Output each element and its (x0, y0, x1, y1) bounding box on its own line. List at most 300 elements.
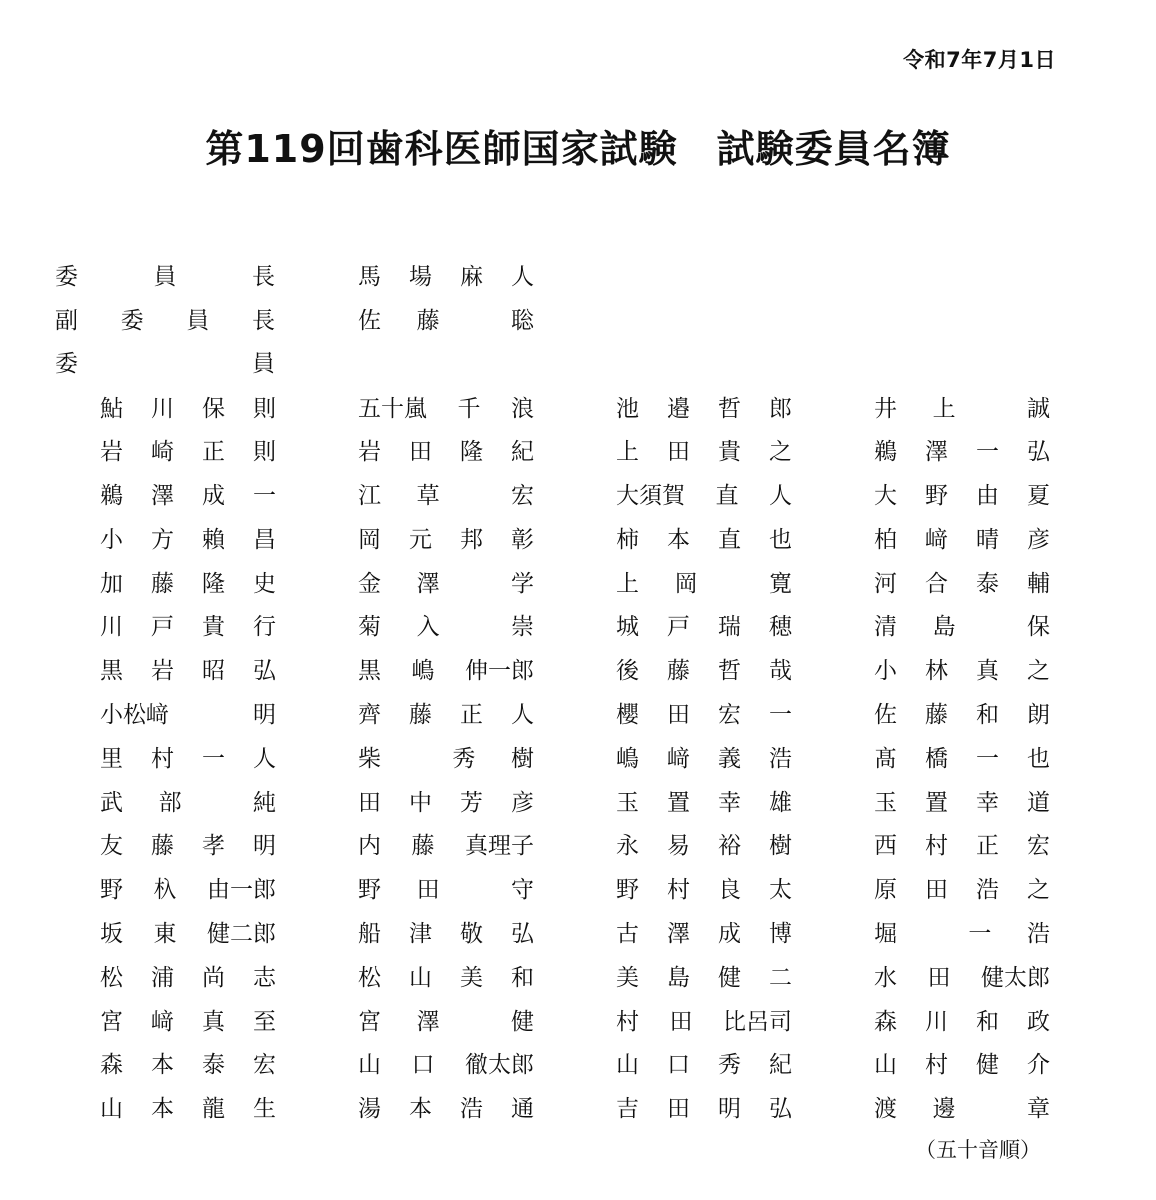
member-name (100, 826, 276, 862)
member-name-part: 之 (1027, 877, 1050, 904)
member-name-part: 和 (511, 964, 534, 991)
member-name (358, 607, 534, 643)
member-name-part: 伸一郎 (465, 658, 534, 685)
member-name-part: 介 (1027, 1052, 1050, 1079)
member-name-part: 本 (151, 1096, 174, 1123)
member-name-part: 山 (874, 1052, 897, 1079)
member-name-part: 輔 (1027, 570, 1050, 597)
member-name (358, 476, 534, 512)
member-name (874, 1089, 1050, 1125)
member-name-part: 真 (976, 658, 999, 685)
ordering-note: （五十音順） (915, 1138, 1041, 1162)
member-name (358, 738, 534, 774)
member-name-part: 小 (100, 526, 123, 553)
member-name (874, 870, 1050, 906)
member-name (100, 914, 276, 950)
member-name-part: 﨑 (925, 526, 948, 553)
member-name (358, 432, 534, 468)
member-name-part: 田 (927, 964, 951, 991)
member-name-part: 弘 (253, 658, 276, 685)
member-name-part: 宮 (358, 1008, 381, 1035)
member-name (100, 695, 276, 731)
member-name (358, 826, 534, 862)
member-name-part: 澤 (925, 439, 948, 466)
member-name-part: 守 (510, 877, 534, 904)
member-name-part: 松 (100, 964, 123, 991)
member-name-part: 一 (202, 745, 225, 772)
member-name-part: 鵜 (874, 439, 897, 466)
member-name-part: 弘 (511, 921, 534, 948)
member-name-part: 明 (718, 1096, 741, 1123)
member-name-part: 西 (874, 833, 897, 860)
member-name-part: 鵜 (100, 483, 123, 510)
member-name-part: 野 (925, 483, 948, 510)
role-vice-chair (55, 300, 275, 336)
member-name-part: 佐 (874, 702, 897, 729)
member-name-part: 山 (358, 1052, 381, 1079)
member-name (100, 1045, 276, 1081)
member-name-part: 藤 (411, 833, 435, 860)
member-name-part: 健 (510, 1008, 534, 1035)
member-name (874, 695, 1050, 731)
member-name-part: 島 (932, 614, 956, 641)
member-name-part: 岡 (674, 570, 698, 597)
member-name-part: 紀 (511, 439, 534, 466)
member-name-part: 弘 (769, 1096, 792, 1123)
member-name-part: 玉 (874, 789, 897, 816)
member-name-part: 健太郎 (981, 964, 1050, 991)
member-name-part: 里 (100, 745, 123, 772)
member-name-part: 杁 (153, 877, 177, 904)
member-name-part: 邊 (932, 1096, 956, 1123)
member-name-part: 小 (874, 658, 897, 685)
member-name-part: 東 (153, 921, 177, 948)
member-name-part: 樹 (769, 833, 792, 860)
member-name-part: 比呂司 (723, 1008, 792, 1035)
member-name-part: 後 (616, 658, 639, 685)
member-name-part: 易 (667, 833, 690, 860)
member-name-part: 隆 (202, 570, 225, 597)
member-name-part: 本 (151, 1052, 174, 1079)
member-name (100, 1001, 276, 1037)
member-name-part: 田 (925, 877, 948, 904)
member-name-part: 村 (151, 745, 174, 772)
member-name-part: 志 (253, 964, 276, 991)
member-name-part: 堀 (874, 921, 897, 948)
member-name-part: 邦 (460, 526, 483, 553)
role-chair (55, 256, 275, 292)
member-name-part: 道 (1027, 789, 1050, 816)
member-name (616, 1045, 792, 1081)
member-name (358, 695, 534, 731)
member-name-part: 黒 (100, 658, 123, 685)
member-name-part: 浩 (460, 1096, 483, 1123)
member-name (874, 651, 1050, 687)
member-name-part: 口 (411, 1052, 435, 1079)
member-name-part: 彦 (1027, 526, 1050, 553)
member-name-part: 部 (158, 789, 182, 816)
member-name-part: 野 (616, 877, 639, 904)
member-name-part: 敬 (460, 921, 483, 948)
member-name-part: 夏 (1027, 483, 1050, 510)
member-name (100, 651, 276, 687)
role-chair-char: 長 (252, 263, 275, 290)
member-name-part: 戸 (151, 614, 174, 641)
member-name (616, 432, 792, 468)
member-name-part: 上 (616, 570, 639, 597)
member-name (358, 563, 534, 599)
member-name (616, 388, 792, 424)
member-name-part: 池 (616, 395, 639, 422)
member-name-part: 浦 (151, 964, 174, 991)
member-name-part: 紀 (769, 1052, 792, 1079)
member-name-part: 柴 (358, 745, 381, 772)
member-name-part: 真理子 (465, 833, 534, 860)
document-title: 第119回歯科医師国家試験 試験委員名簿 (205, 127, 951, 171)
member-name (358, 914, 534, 950)
chair-name (358, 256, 534, 292)
member-name-part: 由一郎 (207, 877, 276, 904)
member-name-part: 由 (976, 483, 999, 510)
member-name-part: 岩 (358, 439, 381, 466)
member-name (874, 1001, 1050, 1037)
member-name-part: 穂 (769, 614, 792, 641)
member-name-part: 学 (510, 570, 534, 597)
member-name (100, 782, 276, 818)
member-name-part: 加 (100, 570, 123, 597)
member-name (100, 957, 276, 993)
member-name (358, 782, 534, 818)
member-name-part: 明 (253, 702, 276, 729)
member-name (616, 651, 792, 687)
member-name-part: 林 (925, 658, 948, 685)
member-name-part: 嶋 (411, 658, 435, 685)
member-name (100, 519, 276, 555)
member-name-part: 永 (616, 833, 639, 860)
member-name-part: 和 (976, 702, 999, 729)
member-name (616, 914, 792, 950)
member-name (616, 1001, 792, 1037)
member-name-part: 寛 (768, 570, 792, 597)
member-name-part: 樹 (510, 745, 534, 772)
member-name (100, 1089, 276, 1125)
member-name-part: 昌 (253, 526, 276, 553)
member-name (874, 563, 1050, 599)
member-name-part: 澤 (151, 483, 174, 510)
member-name-part: 邉 (667, 395, 690, 422)
member-name-part: 澤 (416, 1008, 440, 1035)
member-name-part: 置 (925, 789, 948, 816)
member-name (616, 870, 792, 906)
member-name-part: 金 (358, 570, 381, 597)
member-name-part: 坂 (100, 921, 123, 948)
member-name-part: 野 (358, 877, 381, 904)
member-name-part: 岩 (100, 439, 123, 466)
member-name (874, 782, 1050, 818)
member-name (616, 738, 792, 774)
member-name-part: 美 (460, 964, 483, 991)
member-name-part: 元 (409, 526, 432, 553)
member-name-part: 龍 (202, 1096, 225, 1123)
member-name-part: 玉 (616, 789, 639, 816)
member-name-part: 柿 (616, 526, 639, 553)
member-name-part: 至 (253, 1008, 276, 1035)
member-name-part: 成 (202, 483, 225, 510)
member-name-part: 宏 (1027, 833, 1050, 860)
member-name-part: 章 (1026, 1096, 1050, 1123)
member-name-part: 真 (202, 1008, 225, 1035)
vice-chair-name-char: 藤 (416, 307, 440, 334)
member-name-part: 大 (874, 483, 897, 510)
member-name-part: 人 (511, 702, 534, 729)
member-name-part: 田 (667, 439, 690, 466)
member-name-part: 上 (932, 395, 956, 422)
member-name-part: 二 (769, 964, 792, 991)
member-name (874, 957, 1050, 993)
member-name-part: 本 (667, 526, 690, 553)
member-name-part: 裕 (718, 833, 741, 860)
member-name-part: 朗 (1027, 702, 1050, 729)
member-name-part: 中 (409, 789, 432, 816)
member-name (874, 1045, 1050, 1081)
member-name-part: 森 (100, 1052, 123, 1079)
member-name-part: 博 (769, 921, 792, 948)
member-name-part: 嶋 (616, 745, 639, 772)
member-name-part: 山 (100, 1096, 123, 1123)
member-name-part: 田 (358, 789, 381, 816)
member-name (100, 738, 276, 774)
member-name-part: 瑞 (718, 614, 741, 641)
member-name-part: 松 (358, 964, 381, 991)
member-name-part: 武 (100, 789, 123, 816)
member-name (358, 519, 534, 555)
member-name-part: 健 (976, 1052, 999, 1079)
role-vice-chair-char: 長 (251, 307, 275, 334)
member-name-part: 入 (416, 614, 440, 641)
member-name-part: 直 (718, 526, 741, 553)
member-name (874, 432, 1050, 468)
member-name-part: 一 (976, 439, 999, 466)
member-name-part: 之 (769, 439, 792, 466)
member-name-part: 良 (718, 877, 741, 904)
member-name-part: 宏 (253, 1052, 276, 1079)
member-name (358, 651, 534, 687)
member-name (616, 476, 792, 512)
member-name-part: 一 (968, 921, 992, 948)
member-name-part: 野 (100, 877, 123, 904)
vice-chair-name-char: 佐 (358, 307, 381, 334)
member-name-part: 幸 (718, 789, 741, 816)
member-name-part: 之 (1027, 658, 1050, 685)
role-vice-chair-char: 副 (55, 307, 78, 334)
member-name-part: 藤 (151, 833, 174, 860)
member-name-part: 生 (253, 1096, 276, 1123)
member-name-part: 清 (874, 614, 897, 641)
member-name-part: 崎 (151, 439, 174, 466)
member-name-part: 通 (511, 1096, 534, 1123)
member-name-part: 宮 (100, 1008, 123, 1035)
role-members (55, 343, 275, 379)
member-name-part: 保 (1026, 614, 1050, 641)
member-name-part: 正 (976, 833, 999, 860)
member-name (358, 388, 534, 424)
member-name-part: 史 (253, 570, 276, 597)
member-name (874, 476, 1050, 512)
member-name-part: 河 (874, 570, 897, 597)
member-name-part: 澤 (416, 570, 440, 597)
member-name-part: 村 (925, 833, 948, 860)
member-name-part: 山 (409, 964, 432, 991)
member-name-part: 黒 (358, 658, 381, 685)
member-name-part: 渡 (874, 1096, 897, 1123)
member-name (100, 563, 276, 599)
member-name (100, 476, 276, 512)
role-chair-char: 委 (55, 263, 78, 290)
member-name-part: 誠 (1026, 395, 1050, 422)
member-name-part: 彦 (511, 789, 534, 816)
member-name-part: 一 (769, 702, 792, 729)
member-name-part: 合 (925, 570, 948, 597)
member-name (874, 914, 1050, 950)
member-name-part: 芳 (460, 789, 483, 816)
member-name-part: 山 (616, 1052, 639, 1079)
member-name-part: 政 (1027, 1008, 1050, 1035)
member-name (616, 563, 792, 599)
member-name-part: 藤 (667, 658, 690, 685)
member-name (874, 607, 1050, 643)
member-name-part: 行 (253, 614, 276, 641)
member-name (616, 957, 792, 993)
member-name-part: 田 (409, 439, 432, 466)
member-name-part: 齊 (358, 702, 381, 729)
member-name-part: 徹太郎 (465, 1052, 534, 1079)
member-name-part: 澤 (667, 921, 690, 948)
member-name-part: 島 (667, 964, 690, 991)
role-members-char: 委 (55, 350, 78, 377)
member-name-part: 弘 (1027, 439, 1050, 466)
member-name-part: 哲 (718, 658, 741, 685)
member-name-part: 和 (976, 1008, 999, 1035)
member-name-part: 一 (253, 483, 276, 510)
member-name-part: 孝 (202, 833, 225, 860)
vice-chair-name-char: 聡 (510, 307, 534, 334)
role-vice-chair-char: 委 (120, 307, 144, 334)
member-name (358, 1089, 534, 1125)
member-name (616, 782, 792, 818)
member-name-part: 人 (253, 745, 276, 772)
member-name (616, 826, 792, 862)
member-name-part: 﨑 (151, 1008, 174, 1035)
member-name-part: 岡 (358, 526, 381, 553)
role-vice-chair-char: 員 (186, 307, 210, 334)
member-name-part: 晴 (976, 526, 999, 553)
member-name (616, 695, 792, 731)
member-name-part: 本 (409, 1096, 432, 1123)
member-name (616, 519, 792, 555)
member-name (358, 870, 534, 906)
member-name-part: 千 (457, 395, 481, 422)
member-name-part: 川 (151, 395, 174, 422)
member-name-part: 小松﨑 (100, 702, 169, 729)
member-list (100, 388, 1052, 1125)
member-name-part: 義 (718, 745, 741, 772)
member-name-part: 則 (253, 395, 276, 422)
member-name-part: 直 (715, 483, 739, 510)
member-name (358, 1001, 534, 1037)
member-name (616, 607, 792, 643)
member-name-part: 船 (358, 921, 381, 948)
member-name-part: 郎 (769, 395, 792, 422)
role-chair-char: 員 (153, 263, 177, 290)
member-name-part: 秀 (718, 1052, 741, 1079)
member-name-part: 戸 (667, 614, 690, 641)
member-name-part: 正 (460, 702, 483, 729)
member-name-part: 浩 (1026, 921, 1050, 948)
member-name (616, 1089, 792, 1125)
member-name-part: 柏 (874, 526, 897, 553)
member-name (100, 432, 276, 468)
member-name-part: 彰 (511, 526, 534, 553)
member-name-part: 也 (1027, 745, 1050, 772)
member-name-part: 正 (202, 439, 225, 466)
member-name-part: 湯 (358, 1096, 381, 1123)
member-name-part: 田 (667, 1096, 690, 1123)
member-name-part: 森 (874, 1008, 897, 1035)
role-members-char: 員 (252, 350, 275, 377)
member-name-part: 宏 (718, 702, 741, 729)
member-name-part: 草 (416, 483, 440, 510)
chair-name-char: 麻 (460, 263, 483, 290)
member-name-part: 村 (667, 877, 690, 904)
member-name-part: 鮎 (100, 395, 123, 422)
member-name-part: 田 (416, 877, 440, 904)
member-name-part: 泰 (202, 1052, 225, 1079)
member-name-part: 江 (358, 483, 381, 510)
member-name-part: 川 (925, 1008, 948, 1035)
member-name-part: 髙 (874, 745, 897, 772)
member-name (358, 1045, 534, 1081)
member-name-part: 田 (669, 1008, 693, 1035)
member-name-part: 宏 (510, 483, 534, 510)
member-name-part: 﨑 (667, 745, 690, 772)
member-name-part: 保 (202, 395, 225, 422)
member-name-part: 人 (769, 483, 792, 510)
member-name-part: 浪 (511, 395, 534, 422)
member-name-part: 幸 (976, 789, 999, 816)
member-name-part: 浩 (976, 877, 999, 904)
member-name-part: 浩 (769, 745, 792, 772)
member-name-part: 菊 (358, 614, 381, 641)
member-name (874, 738, 1050, 774)
member-name-part: 村 (616, 1008, 639, 1035)
document-date: 令和7年7月1日 (903, 48, 1056, 72)
member-name-part: 美 (616, 964, 639, 991)
member-name-part: 尚 (202, 964, 225, 991)
member-name-part: 友 (100, 833, 123, 860)
member-name-part: 健 (718, 964, 741, 991)
member-name-part: 方 (151, 526, 174, 553)
member-name-part: 也 (769, 526, 792, 553)
member-name-part: 則 (253, 439, 276, 466)
member-name-part: 哉 (769, 658, 792, 685)
member-name-part: 哲 (718, 395, 741, 422)
member-name-part: 橋 (925, 745, 948, 772)
member-name-part: 井 (874, 395, 897, 422)
member-name-part: 櫻 (616, 702, 639, 729)
member-name-part: 岩 (151, 658, 174, 685)
member-name-part: 一 (976, 745, 999, 772)
member-name-part: 古 (616, 921, 639, 948)
